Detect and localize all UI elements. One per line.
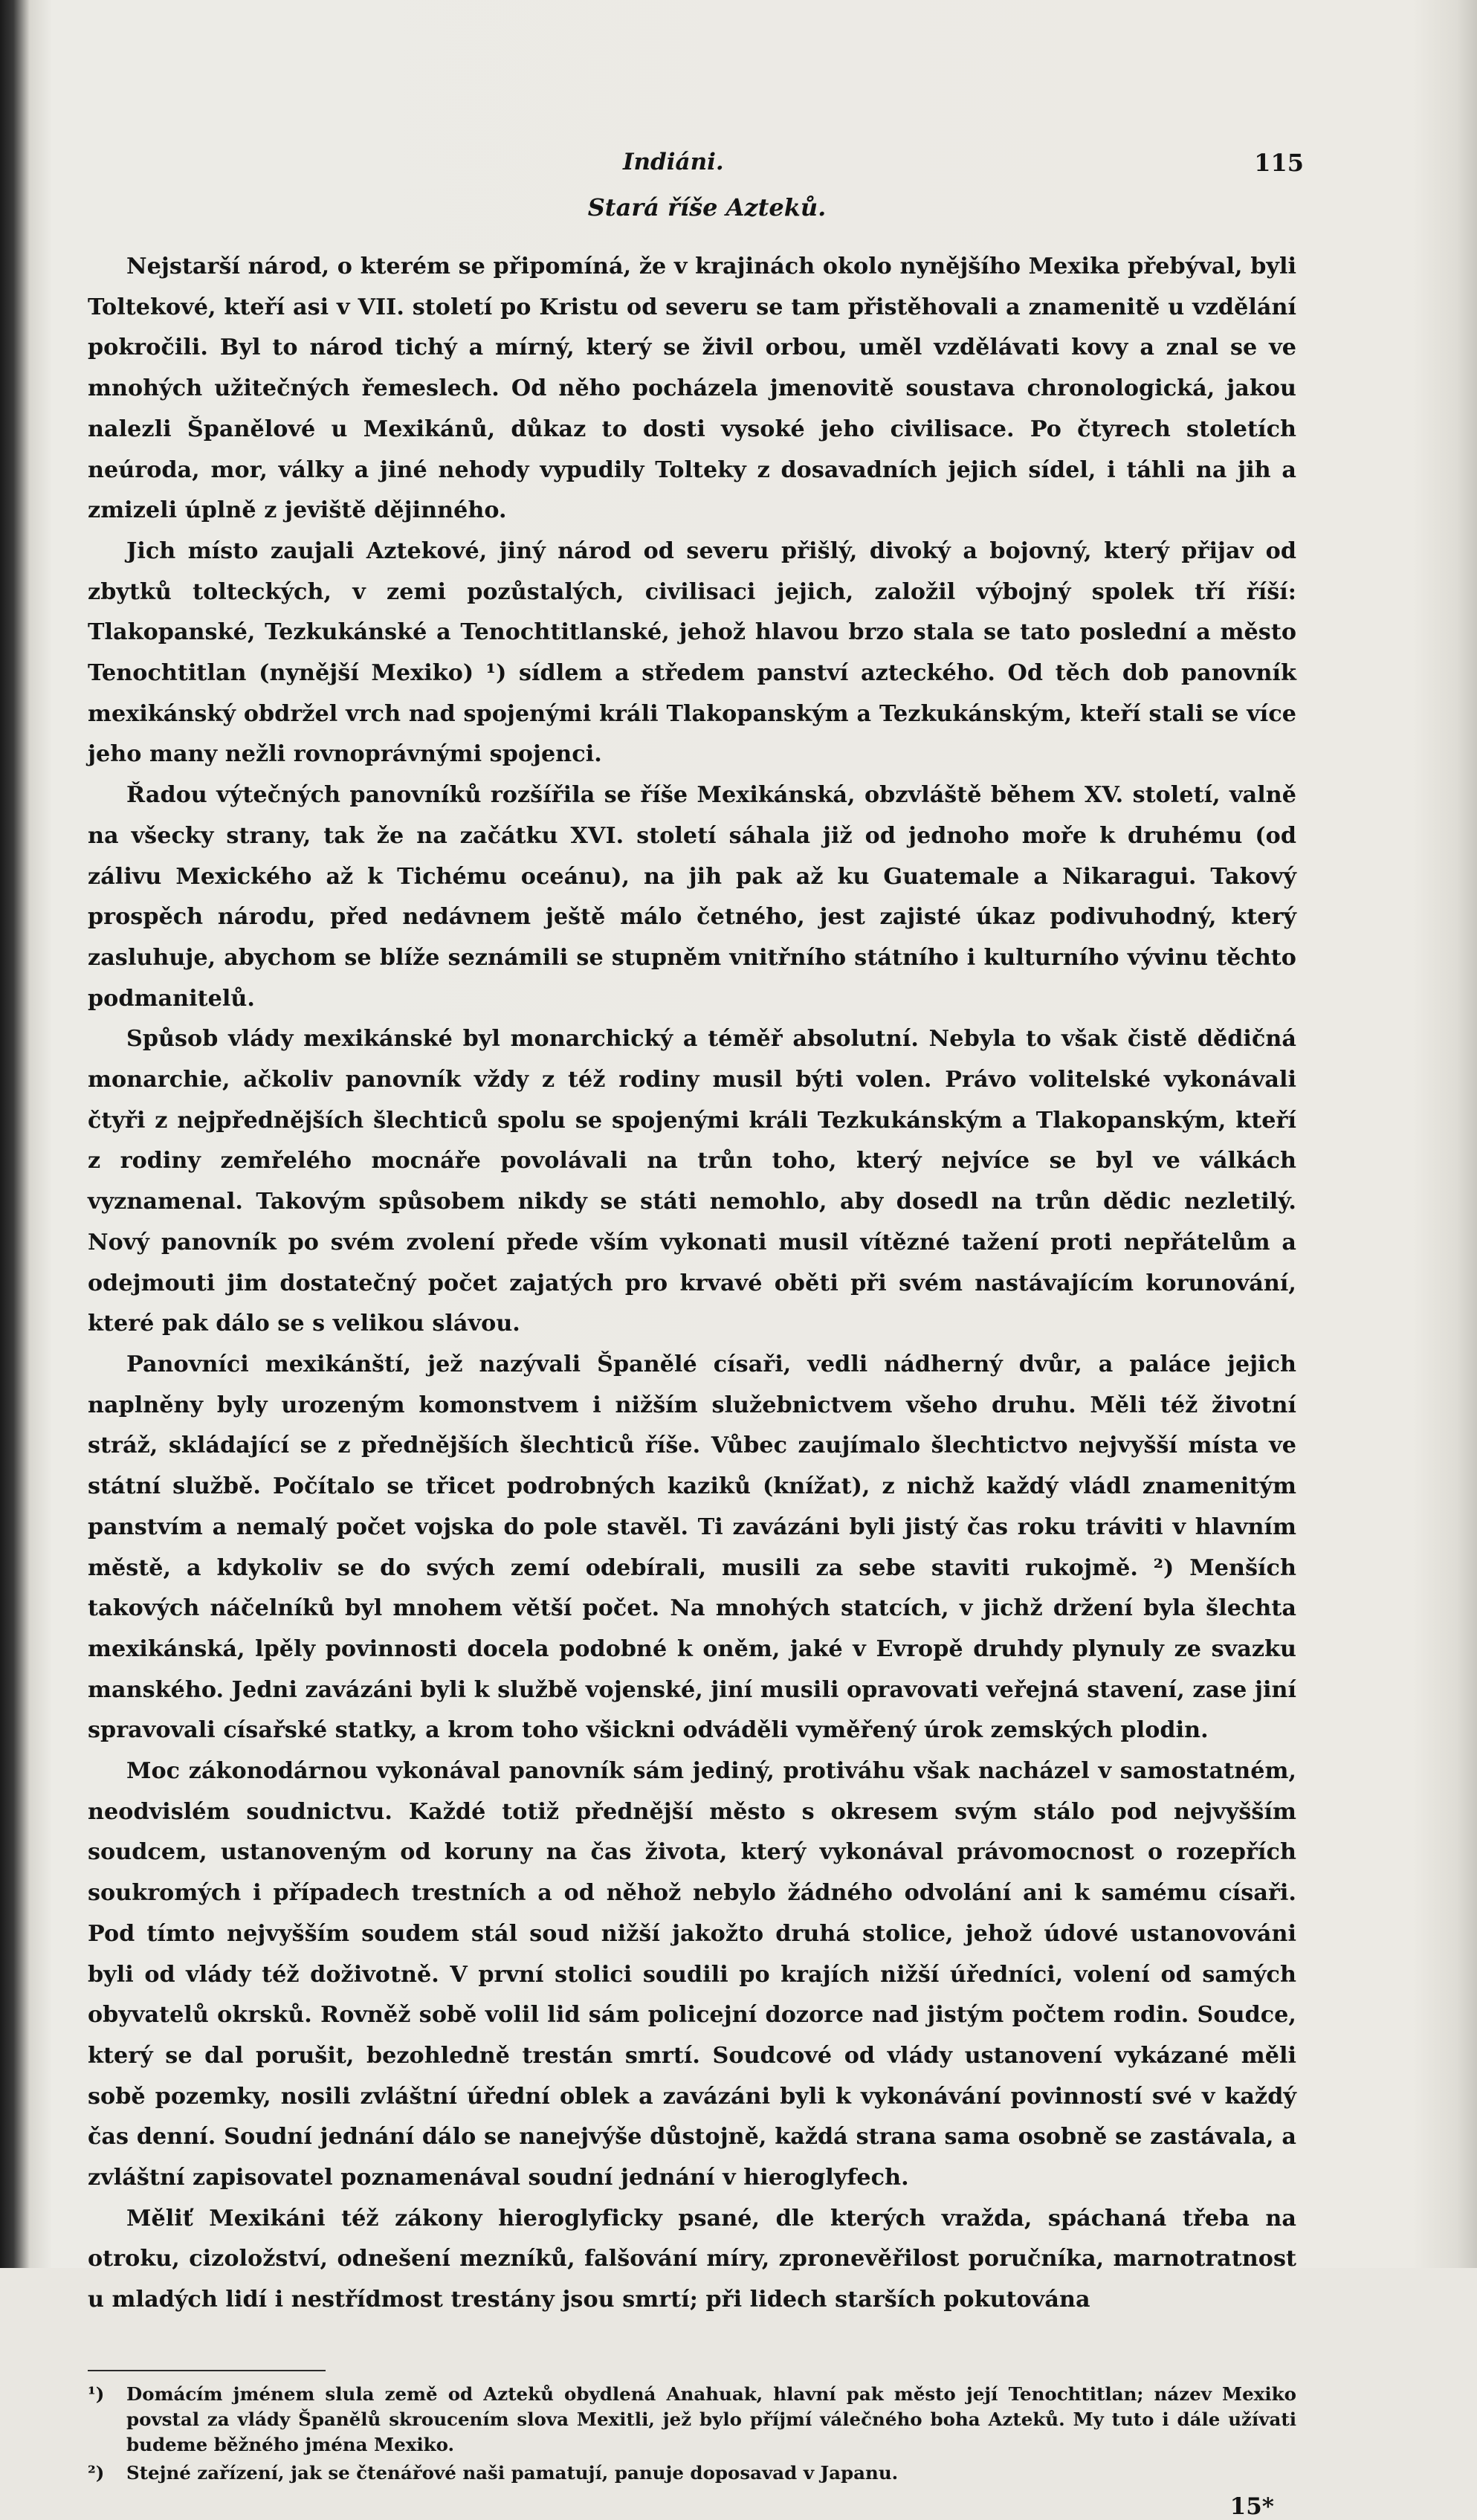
footnote	[88, 2461, 1296, 2486]
paragraph: Řadou výtečných panovníků rozšířila se říše Mexikánská, obzvláště během XV. století, valně na všecky strany, tak že na začátku XVI. století sáhala již od jednoho moře k druhému (od zálivu Mexického až k Tichému oceánu), na jih pak až ku Guatemale a Nikaragui. Takový prospěch národu, před nedávnem ještě málo četného, jest zajisté úkaz podivuhodný, který zasluhuje, abychom se blíže seznámili se stupněm vnitřního státního i kulturního vývinu těchto podmanitelů.	[88, 782, 1296, 1012]
paragraph: Nejstarší národ, o kterém se připomíná, že v krajinách okolo nynějšího Mexika přebýval, byli Toltekové, kteří asi v VII. století po Kristu od severu se tam přistěhovali a znamenitě u vzdělání pokročili. Byl to národ tichý a mírný, který se živil orbou, uměl vzdělávati kovy a znal se ve mnohých užitečných řemeslech. Od něho pocházela jmenovitě soustava chronologická, jakou nalezli Španělové u Mexikánů, důkaz to dosti vysoké jeho civilisace. Po čtyrech stoletích neúroda, mor, války a jiné nehody vypudily Tolteky z dosavadních jejich sídel, i táhli na jih a zmizeli úplně z jeviště dějinného.	[88, 253, 1296, 524]
running-title: Indiáni.	[623, 149, 724, 175]
section-title: Stará říše Azteků.	[587, 193, 827, 222]
footnotes	[88, 2382, 1296, 2486]
paragraph: Měliť Mexikáni též zákony hieroglyficky psané, dle kterých vražda, spáchaná třeba na otroku, cizoložství, odnešení mezníků, falšování míry, zpronevěřilost poručníka, marnotratnost u mladých lidí i nestřídmost trestány jsou smrtí; při lidech starších pokutována	[88, 2205, 1296, 2313]
page-number: 115	[1254, 149, 1304, 177]
body-text	[88, 247, 1296, 2321]
page-header	[88, 141, 1304, 193]
paragraph: Jich místo zaujali Aztekové, jiný národ od severu přišlý, divoký a bojovný, který přijav od zbytků tolteckých, v zemi pozůstalých, civilisaci jejich, založil výbojný spolek tří říší: Tlakopanské, Tezkukánské a Tenochtitlanské, jehož hlavou brzo stala se tato poslední a město Tenochtitlan (nynější Mexiko) ¹) sídlem a středem panství azteckého. Od těch dob panovník mexikánský obdržel vrch nad spojenými králi Tlakopanským a Tezkukánským, kteří stali se více jeho many nežli rovnoprávnými spojenci.	[88, 537, 1296, 768]
footnote-text: Stejné zařízení, jak se čtenářové naši pamatují, panuje doposavad v Japanu.	[126, 2461, 899, 2484]
footnote-text: Domácím jménem slula země od Azteků obydlená Anahuak, hlavní pak město její Tenochtitlan; název Mexiko povstal za vlády Španělů skroucením slova Mexitli, jež bylo příjmí válečného boha Azteků. My tuto i dále užívati budeme běžného jména Mexiko.	[126, 2382, 1296, 2455]
footnote-rule	[88, 2370, 326, 2371]
footnote	[88, 2382, 1296, 2458]
footnote-mark: ¹)	[88, 2382, 105, 2405]
signature-mark: 15*	[1229, 2492, 1274, 2520]
footnote-mark: ²)	[88, 2461, 105, 2484]
paragraph: Moc zákonodárnou vykonával panovník sám jediný, protiváhu však nacházel v samostatném, neodvislém soudnictvu. Každé totiž přednější město s okresem svým stálo pod nejvyšším soudcem, ustanoveným od koruny na čas života, který vykonával právomocnost o rozepřích soukromých i případech trestních a od něhož nebylo žádného odvolání ani k samému císaři. Pod tímto nejvyšším soudem stál soud nižší jakožto druhá stolice, jehož údové ustanovováni byli od vlády též doživotně. V první stolici soudili po krajích nižší úředníci, volení od samých obyvatelů okrsků. Rovněž sobě volil lid sám policejní dozorce nad jistým počtem rodin. Soudce, který se dal porušit, bezohledně trestán smrtí. Soudcové od vlády ustanovení vykázané měli sobě pozemky, nosili zvláštní úřední oblek a zavázáni byli k vykonávání povinností své v každý čas denní. Soudní jednání dálo se nanejvýše důstojně, každá strana sama osobně se zastávala, a zvláštní zapisovatel poznamenával soudní jednání v hieroglyfech.	[88, 1758, 1296, 2191]
paragraph: Spůsob vlády mexikánské byl monarchický a téměř absolutní. Nebyla to však čistě dědičná monarchie, ačkoliv panovník vždy z též rodiny musil býti volen. Právo volitelské vykonávali čtyři z nejpřednějších šlechticů spolu se spojenými králi Tezkukánským a Tlakopanským, kteří z rodiny zemřelého mocnáře povolávali na trůn toho, který nejvíce se byl ve válkách vyznamenal. Takovým spůsobem nikdy se státi nemohlo, aby dosedl na trůn dědic nezletilý. Nový panovník po svém zvolení přede vším vykonati musil vítězné tažení proti nepřátelům a odejmouti jim dostatečný počet zajatých pro krvavé oběti při svém nastávajícím korunování, které pak dálo se s velikou slávou.	[88, 1026, 1296, 1337]
book-page	[88, 141, 1304, 2520]
paragraph: Panovníci mexikánští, jež nazývali Španělé císaři, vedli nádherný dvůr, a paláce jejich naplněny byly urozeným komonstvem i nižším služebnictvem všeho druhu. Měli též životní stráž, skládající se z přednějších šlechticů říše. Vůbec zaujímalo šlechtictvo nejvyšší místa ve státní službě. Počítalo se třicet podrobných kaziků (knížat), z nichž každý vládl znamenitým panstvím a nemalý počet vojska do pole stavěl. Ti zavázáni byli jistý čas roku tráviti v hlavním městě, a kdykoliv se do svých zemí odebírali, musili za sebe staviti rukojmě. ²) Menších takových náčelníků byl mnohem větší počet. Na mnohých statcích, v jichž držení byla šlechta mexikánská, lpěly povinnosti docela podobné k oněm, jaké v Evropě druhdy plynuly ze svazku manského. Jedni zavázáni byli k službě vojenské, jiní musili opravovati veřejná stavení, zase jiní spravovali císařské statky, a krom toho všickni odváděli vyměřený úrok zemských plodin.	[88, 1351, 1296, 1744]
